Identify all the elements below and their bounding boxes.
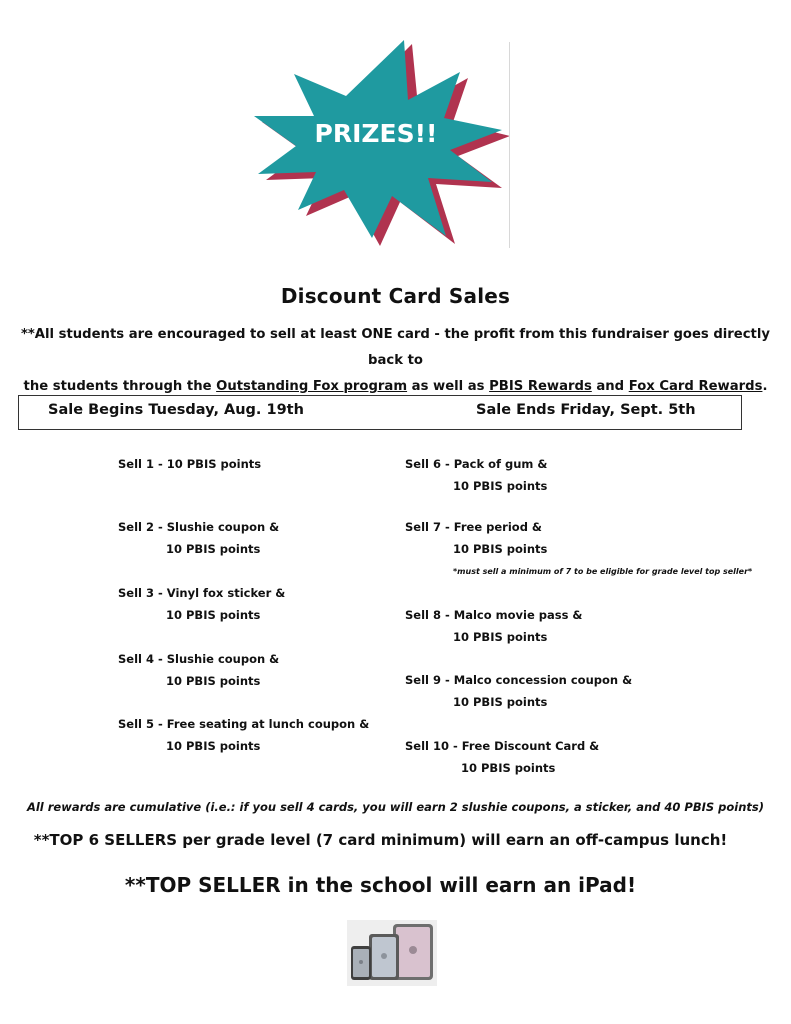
sale-end-date: Sale Ends Friday, Sept. 5th: [476, 402, 696, 418]
intro-conj-1: as well as: [407, 379, 490, 394]
reward-sell-6: [405, 453, 547, 497]
ipad-devices-image: [347, 920, 437, 986]
reward-sell-1: [118, 453, 261, 475]
reward-sell-10: [405, 735, 599, 779]
reward-points: 10 PBIS points: [453, 695, 548, 709]
reward-sell-8: [405, 604, 582, 648]
reward-line: Sell 8 - Malco movie pass &: [405, 608, 583, 622]
reward-points: 10 PBIS points: [166, 674, 261, 688]
reward-points: 10 PBIS points: [461, 761, 556, 775]
outstanding-fox-text: Outstanding Fox program: [216, 379, 408, 394]
image-edge-divider: [509, 42, 510, 248]
intro-conj-2: and: [591, 379, 629, 394]
reward-line: Sell 3 - Vinyl fox sticker &: [118, 586, 286, 600]
reward-line: Sell 4 - Slushie coupon &: [118, 652, 280, 666]
sale-begin-date: Sale Begins Tuesday, Aug. 19th: [48, 402, 304, 418]
reward-line: Sell 10 - Free Discount Card &: [405, 739, 600, 753]
prizes-label: PRIZES!!: [314, 119, 438, 148]
sell-7-note: *must sell a minimum of 7 to be eligible for grade level top seller*: [453, 567, 753, 576]
reward-sell-5: [118, 713, 369, 757]
reward-line: Sell 7 - Free period &: [405, 520, 542, 534]
reward-points: 10 PBIS points: [453, 479, 548, 493]
reward-points: 10 PBIS points: [166, 739, 261, 753]
reward-points: 10 PBIS points: [166, 542, 261, 556]
reward-sell-3: [118, 582, 285, 626]
reward-sell-4: [118, 648, 279, 692]
reward-points: 10 PBIS points: [453, 630, 548, 644]
cumulative-note: All rewards are cumulative (i.e.: if you sell 4 cards, you will earn 2 slushie coupons, a sticker, and 40 PBIS points): [26, 800, 765, 814]
intro-paragraph: [20, 322, 771, 400]
page-title: Discount Card Sales: [280, 284, 511, 308]
reward-line: Sell 5 - Free seating at lunch coupon &: [118, 717, 370, 731]
reward-line: Sell 9 - Malco concession coupon &: [405, 673, 633, 687]
reward-sell-7: [405, 516, 547, 560]
intro-line-2-text: the students through the: [23, 379, 217, 394]
intro-end: .: [762, 379, 768, 394]
reward-sell-9: [405, 669, 632, 713]
intro-line-1: **All students are encouraged to sell at least ONE card - the profit from this fundraiser goes directly back to: [21, 327, 770, 368]
reward-line: Sell 6 - Pack of gum &: [405, 457, 548, 471]
reward-line: Sell 2 - Slushie coupon &: [118, 520, 280, 534]
fox-card-rewards-text: Fox Card Rewards: [628, 379, 763, 394]
reward-points: 10 PBIS points: [453, 542, 548, 556]
reward-sell-2: [118, 516, 279, 560]
top-six-sellers-note: **TOP 6 SELLERS per grade level (7 card minimum) will earn an off-campus lunch!: [33, 831, 728, 849]
reward-points: 10 PBIS points: [166, 608, 261, 622]
reward-line: Sell 1 - 10 PBIS points: [118, 457, 262, 471]
pbis-rewards-text: PBIS Rewards: [489, 379, 592, 394]
prizes-starburst: [240, 38, 520, 252]
top-seller-note: **TOP SELLER in the school will earn an iPad!: [124, 873, 637, 897]
